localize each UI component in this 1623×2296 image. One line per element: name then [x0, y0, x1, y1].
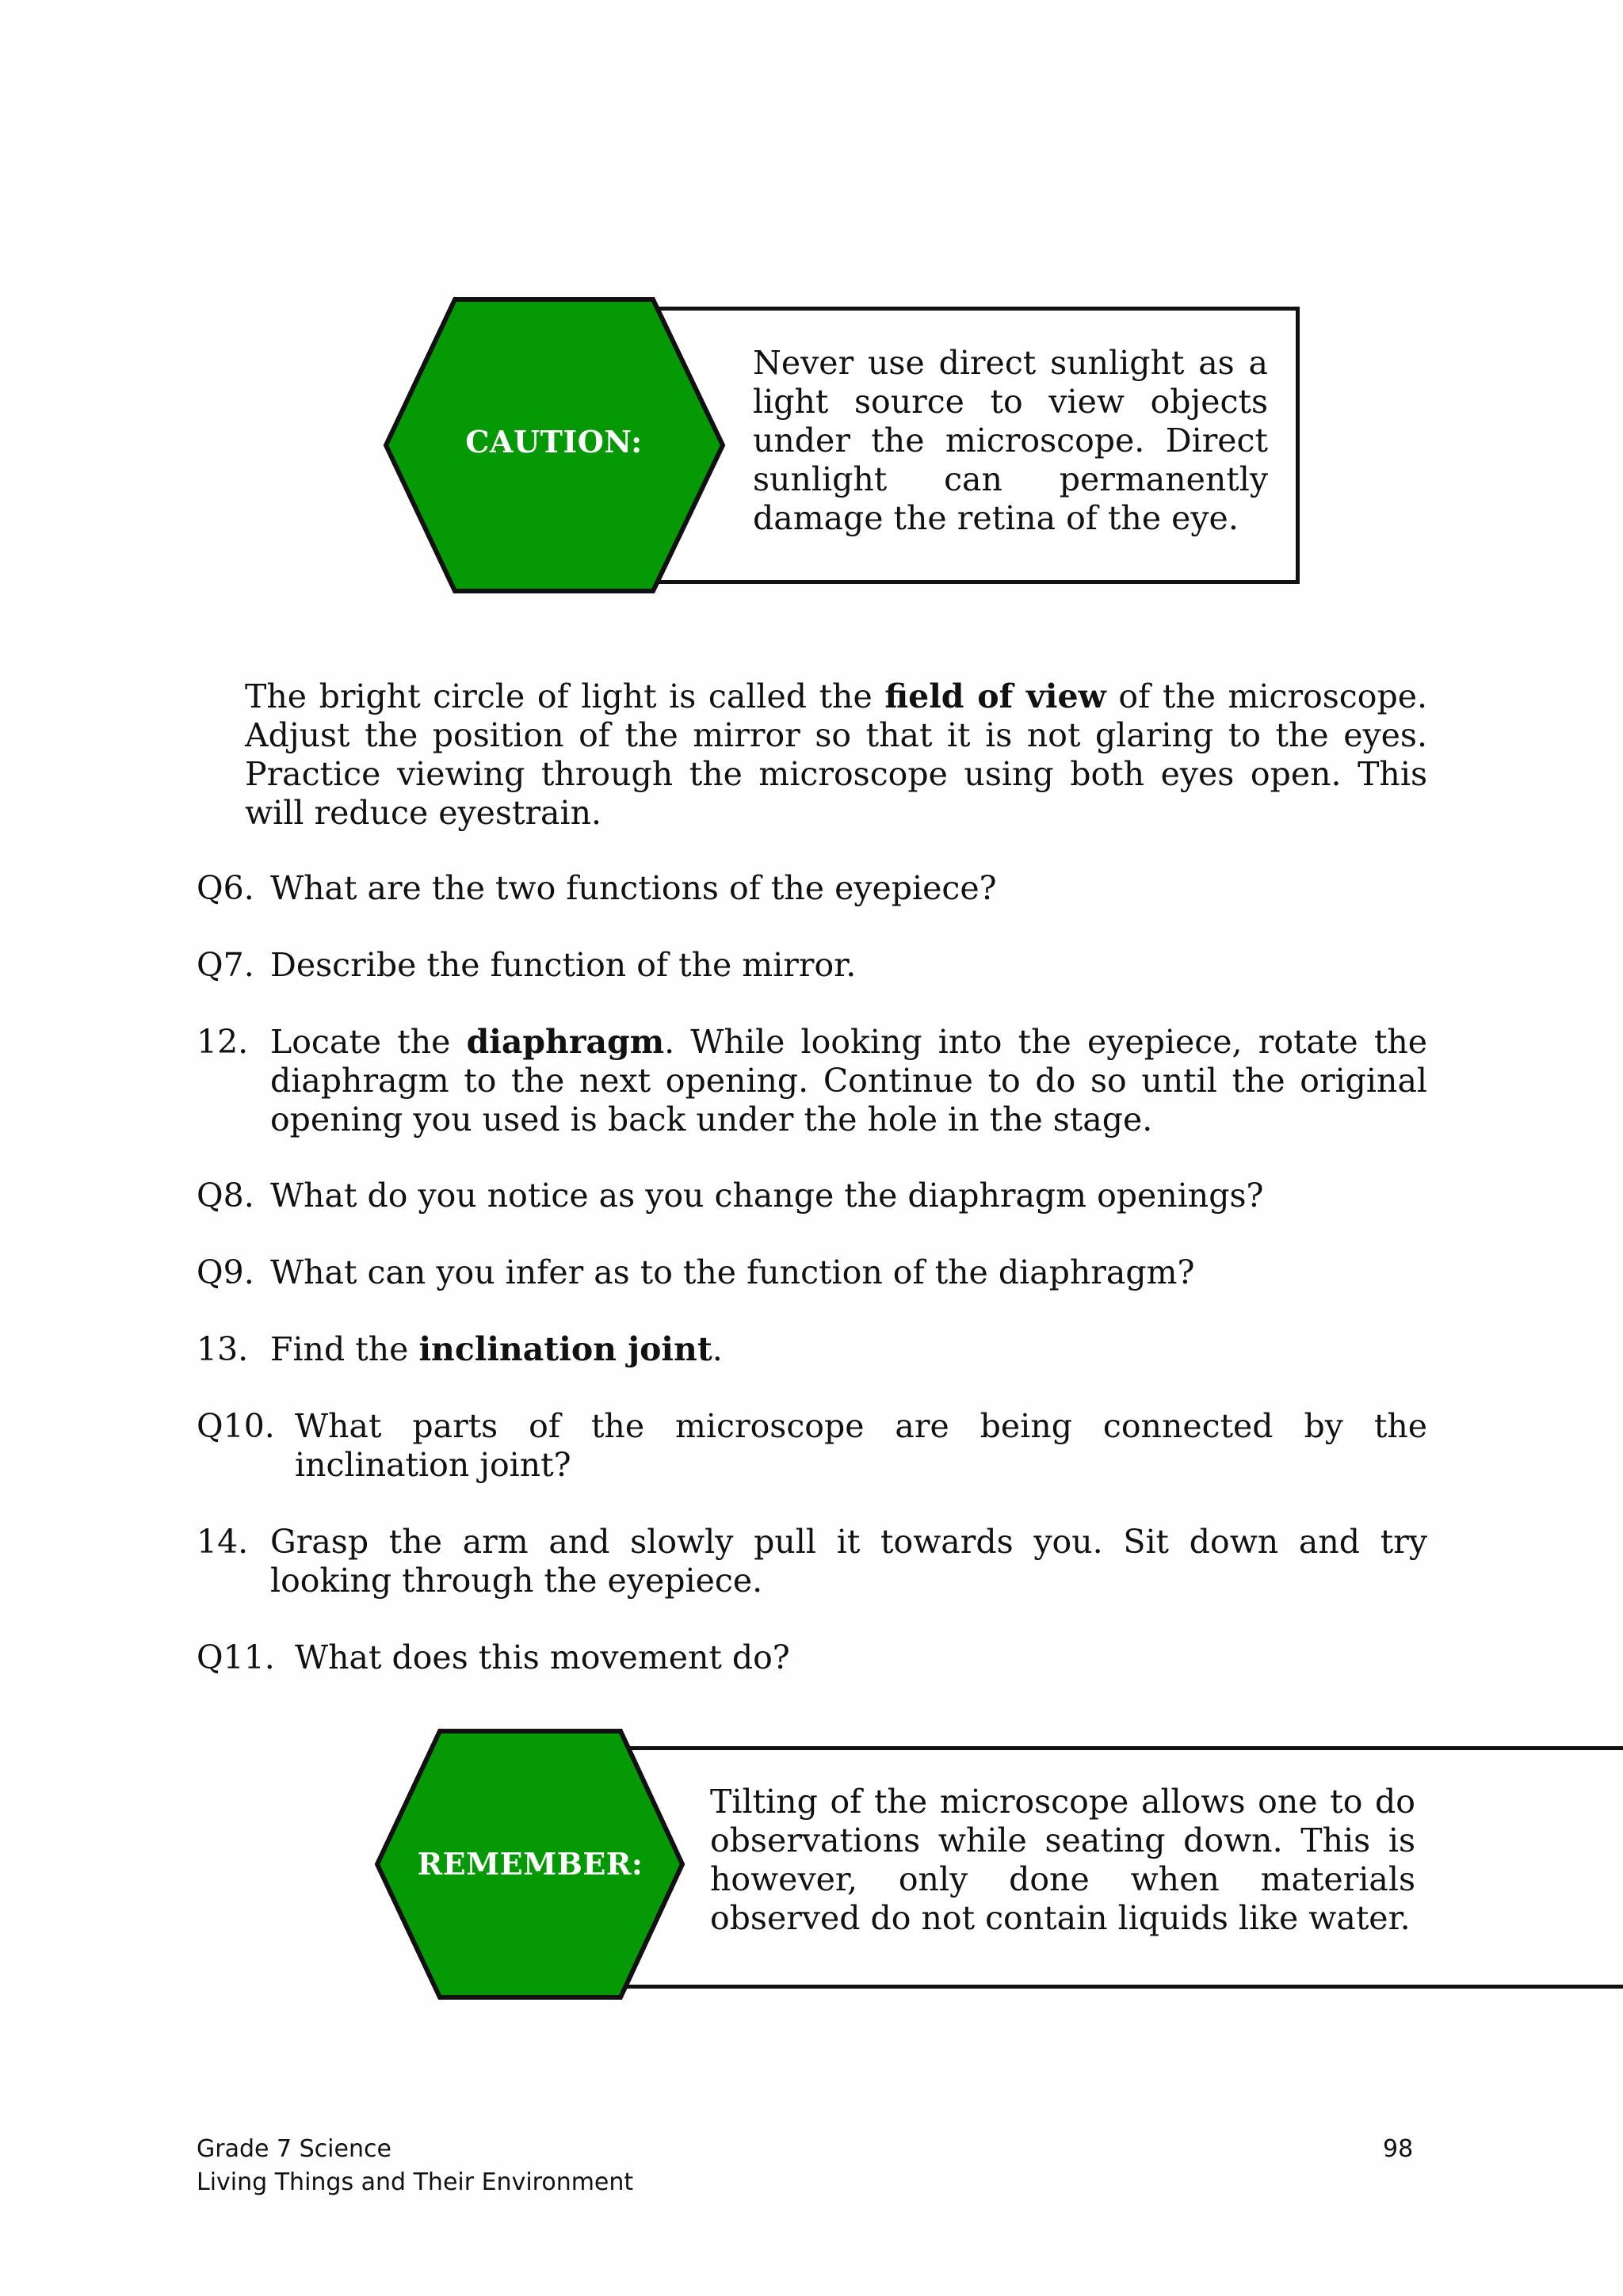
item-text: What can you infer as to the function of the diaphragm? — [270, 1253, 1195, 1291]
caution-text: Never use direct sunlight as a light source to view objects under the microscope. Direct sunlight can permanently damage the retina of the eye. — [753, 344, 1268, 537]
item-number: Q9. — [197, 1253, 254, 1291]
step-13-text-2: . — [712, 1330, 723, 1368]
item-number: Q10. — [197, 1407, 275, 1445]
step-12-text-1: Locate the — [270, 1023, 467, 1061]
term-inclination-joint: inclination joint — [418, 1330, 712, 1368]
item-number: 13. — [197, 1330, 249, 1368]
footer-unit: Living Things and Their Environment — [197, 2168, 634, 2196]
remember-callout — [375, 1729, 1441, 2000]
caution-callout — [384, 297, 1311, 594]
item-text — [270, 1023, 1427, 1139]
item-text: Grasp the arm and slowly pull it towards you. Sit down and try looking through the eyepiece. — [270, 1523, 1427, 1600]
item-text — [270, 1330, 1427, 1369]
step-13-text-1: Find the — [270, 1330, 419, 1368]
item-text: What are the two functions of the eyepiece? — [270, 869, 997, 907]
intro-paragraph — [245, 677, 1427, 833]
intro-text-2: of the microscope. Adjust the position of the mirror so that it is not glaring to the eyes. Practice viewing through the microscope using both eyes open. This will reduce eyestrain. — [245, 677, 1427, 832]
term-diaphragm: diaphragm — [466, 1023, 665, 1061]
intro-text-1: The bright circle of light is called the — [245, 677, 885, 715]
page-number: 98 — [1383, 2135, 1414, 2163]
item-number: Q6. — [197, 869, 254, 907]
step-12-text-2: . While looking into the eyepiece, rotate the diaphragm to the next opening. Continue to do so until the original opening you used is back under the hole in the stage. — [270, 1023, 1427, 1138]
item-text: What parts of the microscope are being connected by the inclination joint? — [295, 1407, 1427, 1484]
caution-label: CAUTION: — [465, 424, 643, 460]
item-number: Q7. — [197, 946, 254, 984]
term-field-of-view: field of view — [884, 677, 1106, 715]
remember-label: REMEMBER: — [417, 1846, 643, 1882]
footer-subject: Grade 7 Science — [197, 2135, 391, 2163]
item-number: Q8. — [197, 1177, 254, 1215]
item-text: Describe the function of the mirror. — [270, 946, 857, 984]
remember-text: Tilting of the microscope allows one to do observations while seating down. This is however, only done when materials observed do not contain liquids like water. — [710, 1783, 1415, 1937]
item-number: 14. — [197, 1523, 249, 1561]
item-number: Q11. — [197, 1638, 275, 1676]
item-text: What does this movement do? — [295, 1638, 790, 1676]
item-text: What do you notice as you change the diaphragm openings? — [270, 1177, 1264, 1215]
item-number: 12. — [197, 1023, 249, 1061]
